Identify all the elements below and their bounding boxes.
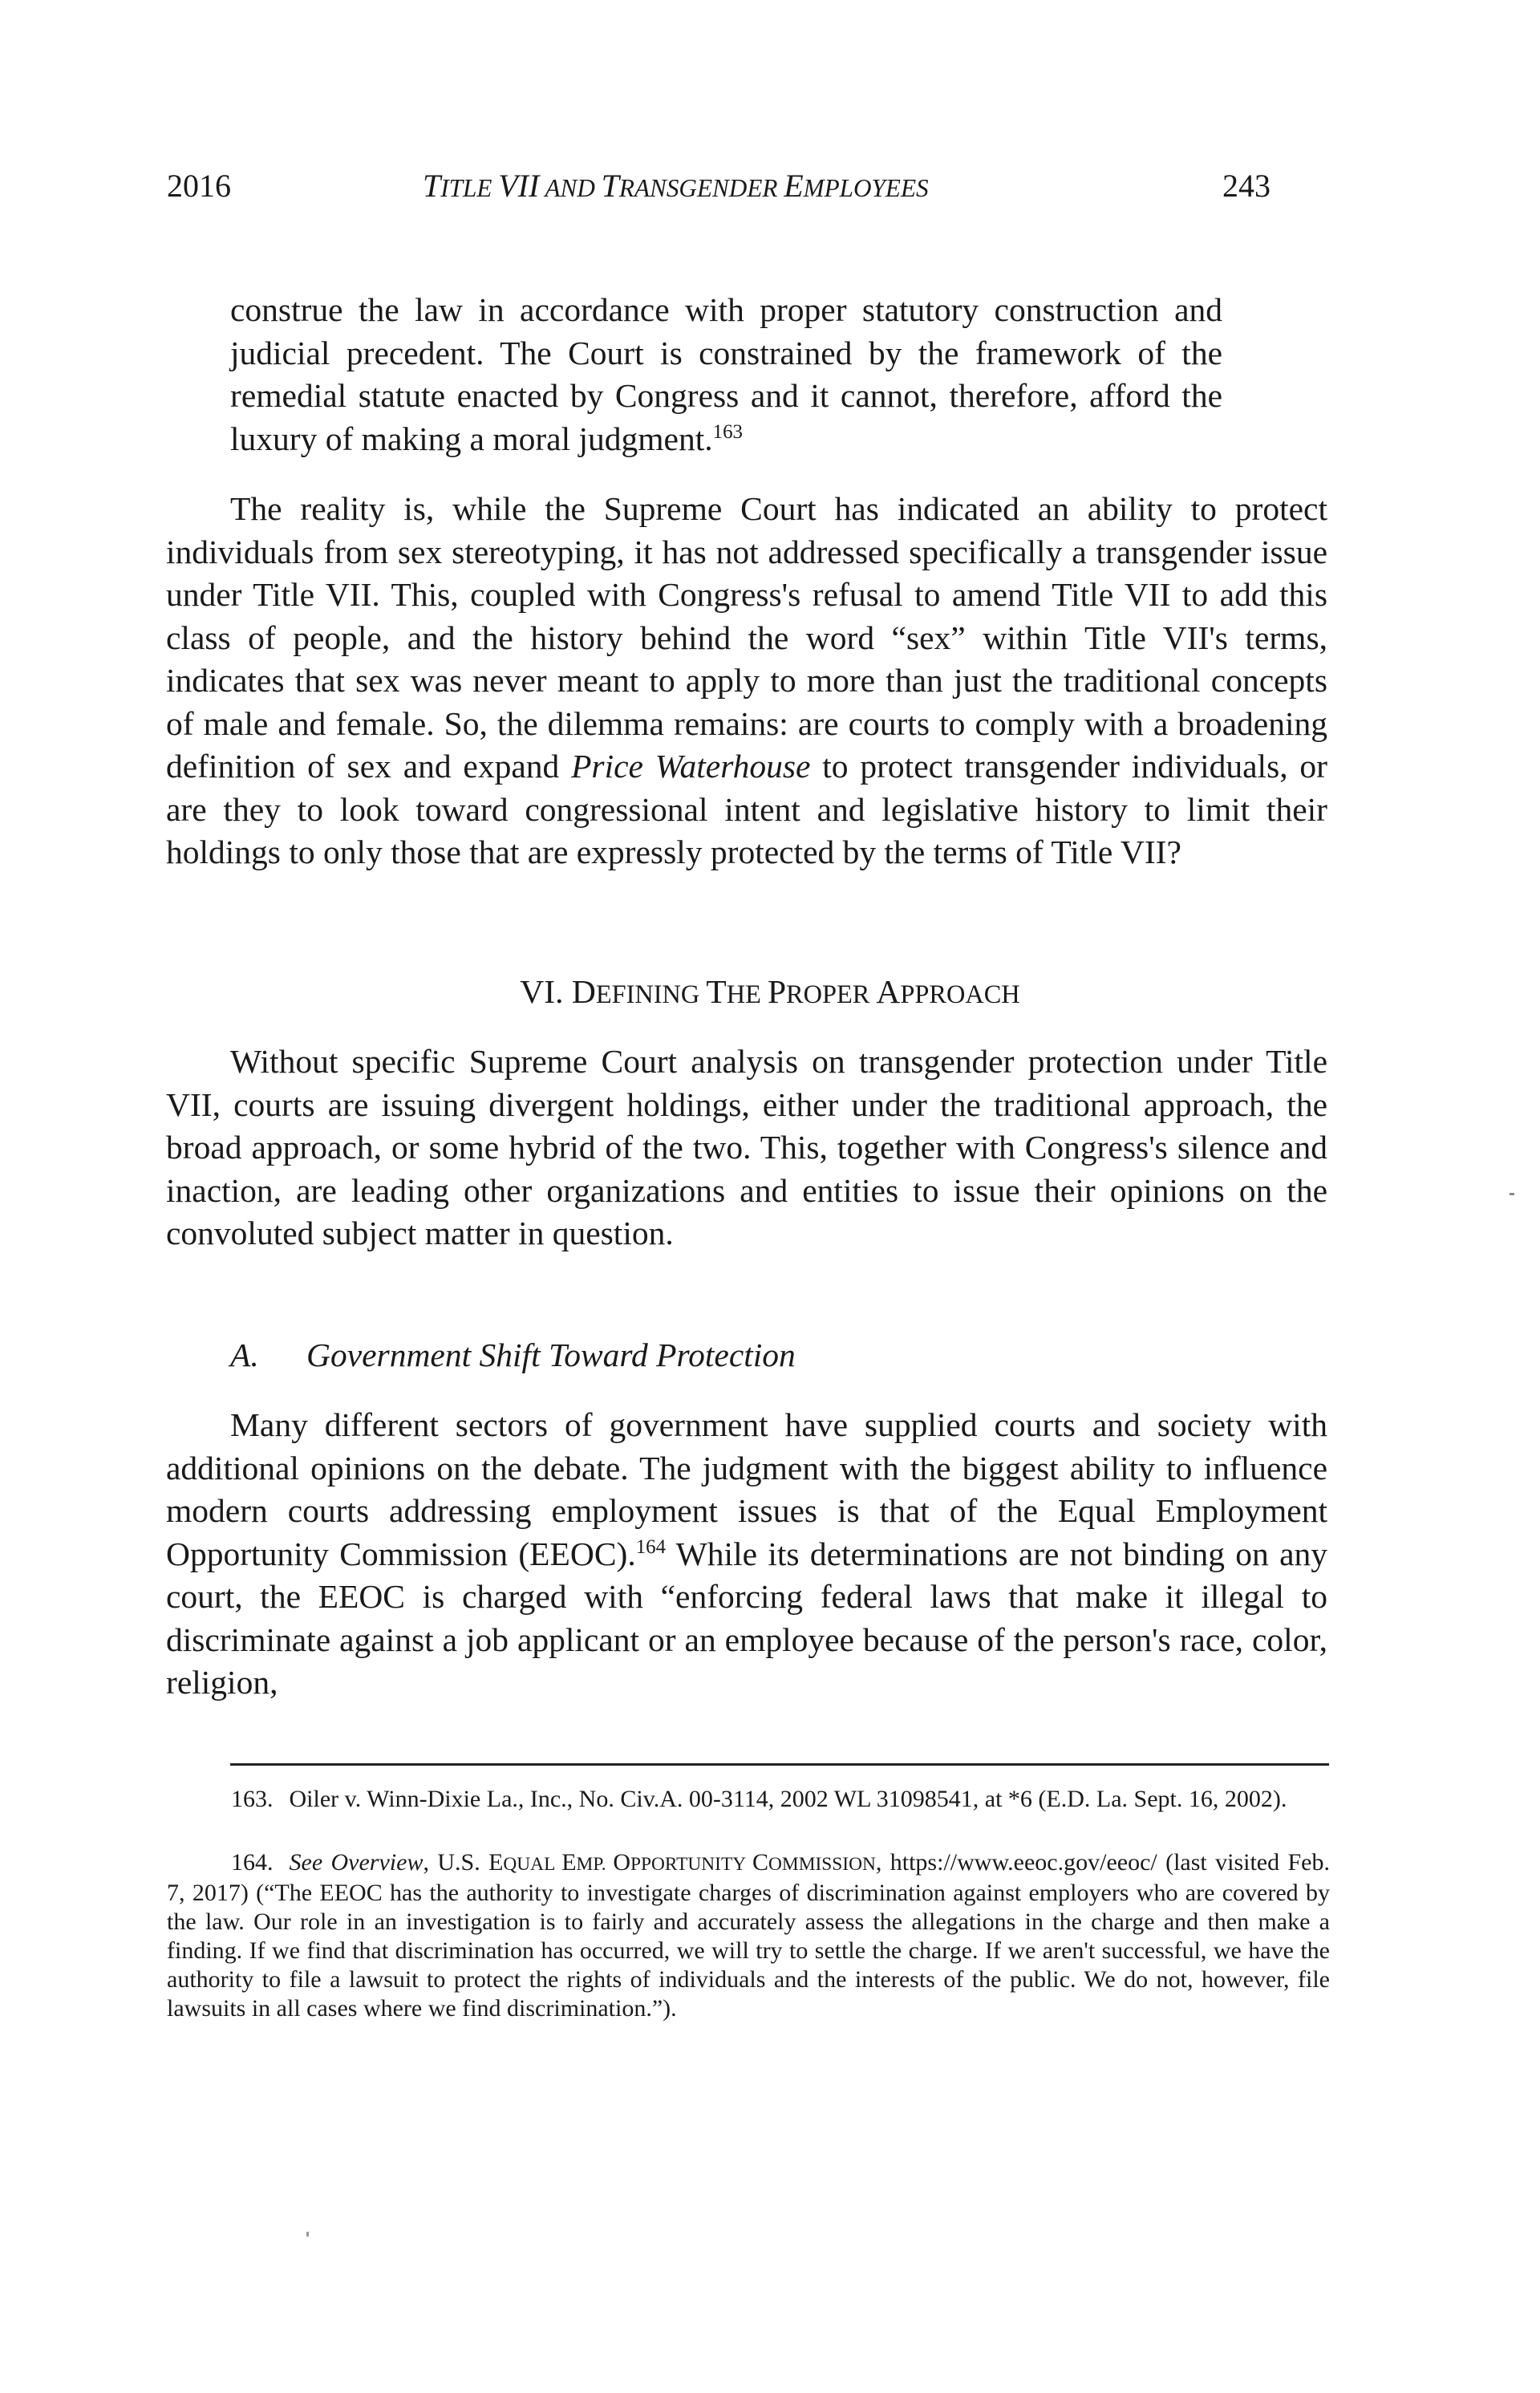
subsection-heading xyxy=(230,1336,796,1374)
org-cap: E xyxy=(488,1849,504,1876)
running-title xyxy=(423,167,929,205)
paragraph-text: to protect transgender individuals, or are they to look toward congressional intent and legislative history to limit their holdings to only those that are expressly protected by the terms of Title VII? xyxy=(166,748,1327,870)
running-title-part: ITLE xyxy=(440,174,499,202)
footnote-number: 163. xyxy=(231,1786,274,1812)
org-small-caps: OMMISSION xyxy=(768,1854,876,1875)
running-title-part: RANSGENDER xyxy=(618,174,784,202)
footnote-text: , https://www.eeoc.gov/eeoc/ (last visited Feb. 7, 2017) (“The EEOC has the authority to investigate charges of discrimination against employers who are covered by the law. Our role in an investigation is to fairly and accurately assess the allegations in the charge and then make a finding. If we find that discrimination has occurred, we will try to settle the charge. If we aren't successful, we have the authority to file a lawsuit to protect the rights of individuals and the interests of the public. We do not, however, file lawsuits in all cases where we find discrimination.”). xyxy=(167,1849,1330,2022)
org-small-caps: MP. xyxy=(576,1854,614,1875)
heading-cap: P xyxy=(767,973,787,1010)
subsection-letter: A. xyxy=(230,1336,259,1373)
org-small-caps: QUAL xyxy=(503,1854,562,1875)
footnote-number: 164. xyxy=(231,1849,274,1876)
heading-cap: D xyxy=(571,973,596,1010)
heading-small-caps: ROPER xyxy=(786,980,877,1009)
footnote-text: Oiler v. Winn-Dixie La., Inc., No. Civ.A. 00-3114, 2002 WL 31098541, at *6 (E.D. La. Sept. 16, 2002). xyxy=(289,1786,1287,1812)
case-name-italic: Price Waterhouse xyxy=(571,748,811,785)
heading-small-caps: EFINING xyxy=(595,980,707,1009)
running-title-part: MPLOYEES xyxy=(803,174,929,202)
heading-small-caps: HE xyxy=(726,980,768,1009)
running-title-part: E xyxy=(784,168,804,204)
paragraph-reality xyxy=(166,488,1327,874)
section-heading xyxy=(0,972,1540,1011)
section-numeral: VI. xyxy=(520,973,572,1010)
org-small-caps: PPORTUNITY xyxy=(630,1854,752,1875)
running-title-part: T xyxy=(601,168,619,204)
paragraph-text: While its determinations are not binding on any court, the EEOC is charged with “enforcing federal laws that make it illegal to discriminate against a job applicant or an employee because of the person's race, color, religion, xyxy=(166,1535,1327,1701)
footnote-divider xyxy=(230,1763,1329,1766)
running-title-part: AND xyxy=(539,174,602,202)
scan-mark xyxy=(306,2232,309,2237)
org-cap: E xyxy=(561,1849,577,1876)
heading-small-caps: PPROACH xyxy=(900,980,1020,1009)
footnote-text: , U.S. xyxy=(423,1849,489,1876)
header-year: 2016 xyxy=(167,168,231,204)
paragraph-text: Without specific Supreme Court analysis on transgender protection under Title VII, courts are issuing divergent holdings, either under the traditional approach, the broad approach, or some hybrid of the two. This, together with Congress's silence and inaction, are leading other organizations and entities to issue their opinions on the convoluted subject matter in question. xyxy=(166,1043,1327,1251)
heading-cap: T xyxy=(706,973,727,1010)
paragraph-text: Many different sectors of government have supplied courts and society with additional opinions on the debate. The judgment with the biggest ability to influence modern courts addressing employment issues is that of the Equal Employment Opportunity Commission (EEOC). xyxy=(166,1406,1327,1572)
running-title-t1: T xyxy=(423,168,441,204)
heading-cap: A xyxy=(876,973,901,1010)
footnote-164 xyxy=(167,1848,1330,2023)
org-cap: O xyxy=(613,1849,630,1876)
footnote-ref-163[interactable]: 163 xyxy=(712,420,743,443)
paragraph-without-specific xyxy=(166,1040,1327,1255)
block-quote xyxy=(230,289,1222,460)
source-title: Overview xyxy=(330,1849,424,1876)
org-cap: C xyxy=(752,1849,769,1876)
subsection-title: Government Shift Toward Protection xyxy=(306,1336,796,1373)
running-title-part: VII xyxy=(498,168,540,204)
paragraph-many-sectors xyxy=(166,1404,1327,1705)
page-number: 243 xyxy=(1222,168,1270,204)
paragraph-text: The reality is, while the Supreme Court has indicated an ability to protect individuals from sex stereotyping, it has not addressed specifically a transgender issue under Title VII. This, coupled with Congress's refusal to amend Title VII to add this class of people, and the history behind the word “sex” within Title VII's terms, indicates that sex was never meant to apply to more than just the traditional concepts of male and female. So, the dilemma remains: are courts to comply with a broadening definition of sex and expand xyxy=(166,490,1327,785)
footnote-163 xyxy=(167,1785,1330,1814)
block-quote-text: construe the law in accordance with proper statutory construction and judicial precedent. The Court is constrained by the framework of the remedial statute enacted by Congress and it cannot, therefore, afford the luxury of making a moral judgment. xyxy=(230,291,1222,457)
signal-see: See xyxy=(289,1849,323,1876)
footnote-ref-164[interactable]: 164 xyxy=(635,1535,667,1558)
scan-mark xyxy=(1510,1193,1514,1195)
